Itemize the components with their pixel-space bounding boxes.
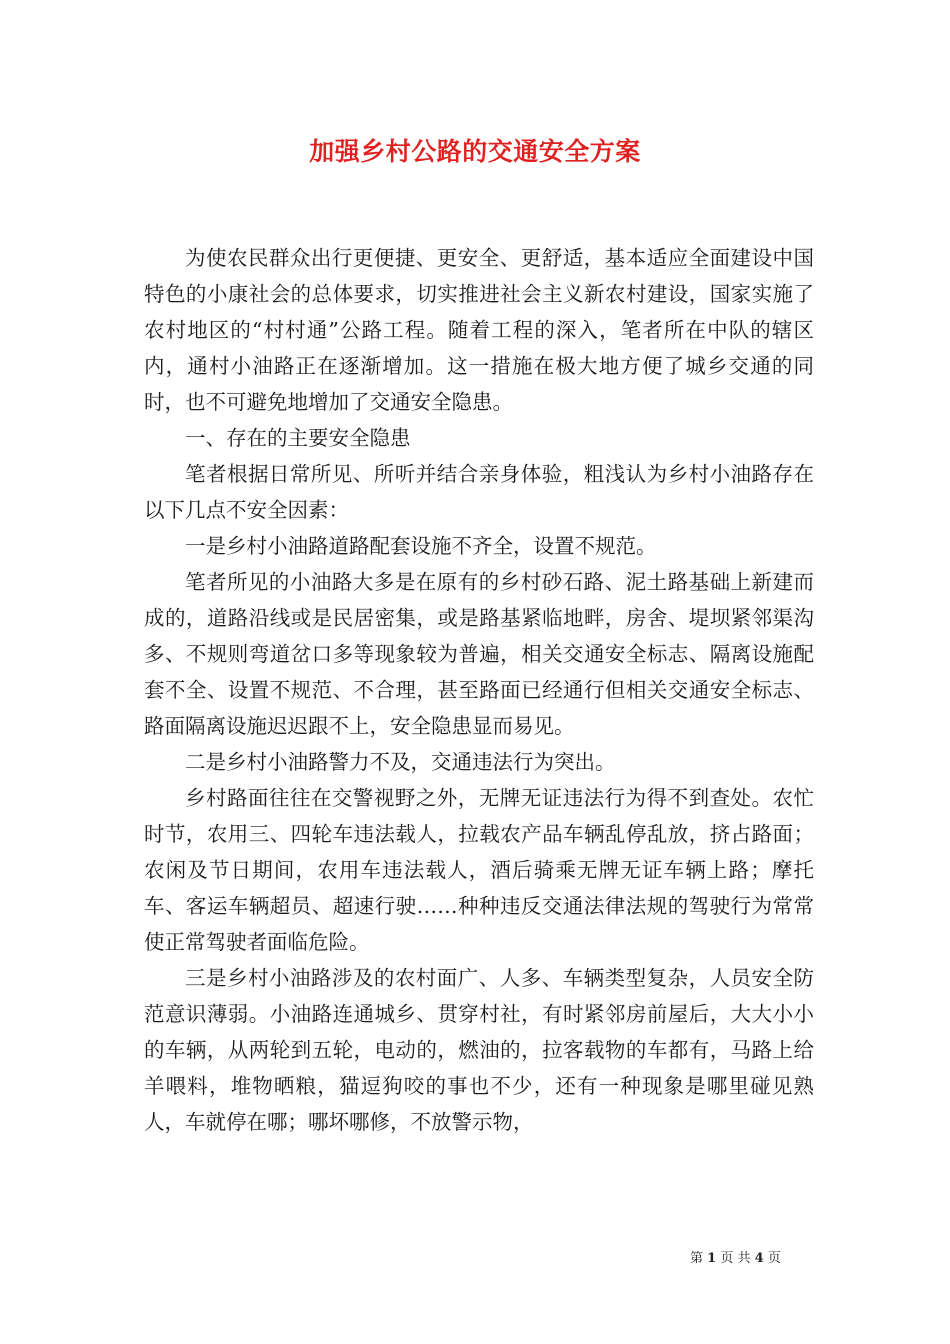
paragraph-intro: 为使农民群众出行更便捷、更安全、更舒适，基本适应全面建设中国特色的小康社会的总体要求，切实推进社会主义新农村建设，国家实施了农村地区的“村村通”公路工程。随着工程的深入，笔者所在中队的辖区内，通村小油路正在逐渐增加。这一措施在极大地方便了城乡交通的同时，也不可避免地增加了交通安全隐患。 — [144, 246, 814, 414]
point-two-detail: 乡村路面往往在交警视野之外，无牌无证违法行为得不到查处。农忙时节，农用三、四轮车违法载人，拉载农产品车辆乱停乱放，挤占路面；农闲及节日期间，农用车违法载人，酒后骑乘无牌无证车辆上路；摩托车、客运车辆超员、超速行驶……种种违反交通法律法规的驾驶行为常常使正常驾驶者面临危险。 — [144, 786, 814, 954]
point-three-detail: 三是乡村小油路涉及的农村面广、人多、车辆类型复杂，人员安全防范意识薄弱。小油路连通城乡、贯穿村社，有时紧邻房前屋后，大大小小的车辆，从两轮到五轮，电动的，燃油的，拉客载物的车都有，马路上给羊喂料，堆物晒粮，猫逗狗咬的事也不少，还有一种现象是哪里碰见熟人，车就停在哪；哪坏哪修，不放警示物， — [144, 966, 814, 1134]
point-one-heading: 一是乡村小油路道路配套设施不齐全，设置不规范。 — [185, 534, 657, 558]
point-one-detail: 笔者所见的小油路大多是在原有的乡村砂石路、泥土路基础上新建而成的，道路沿线或是民居密集，或是路基紧临地畔，房舍、堤坝紧邻渠沟多、不规则弯道岔口多等现象较为普遍，相关交通安全标志、隔离设施配套不全、设置不规范、不合理，甚至路面已经通行但相关交通安全标志、路面隔离设施迟迟跟不上，安全隐患显而易见。 — [144, 570, 814, 738]
section-heading-hazards: 一、存在的主要安全隐患 — [185, 426, 411, 450]
footer-total-pages: 4 — [754, 1251, 764, 1266]
footer-prefix: 第 — [690, 1251, 704, 1266]
document-title: 加强乡村公路的交通安全方案 — [309, 137, 641, 166]
footer-middle: 页 共 — [720, 1251, 751, 1266]
point-two-heading: 二是乡村小油路警力不及，交通违法行为突出。 — [185, 750, 616, 774]
footer-current-page: 1 — [707, 1251, 717, 1266]
paragraph-hazards-intro: 笔者根据日常所见、所听并结合亲身体验，粗浅认为乡村小油路存在以下几点不安全因素： — [144, 462, 814, 522]
footer-suffix: 页 — [767, 1251, 781, 1266]
page-number-footer — [690, 1247, 820, 1266]
document-body — [144, 240, 814, 1140]
